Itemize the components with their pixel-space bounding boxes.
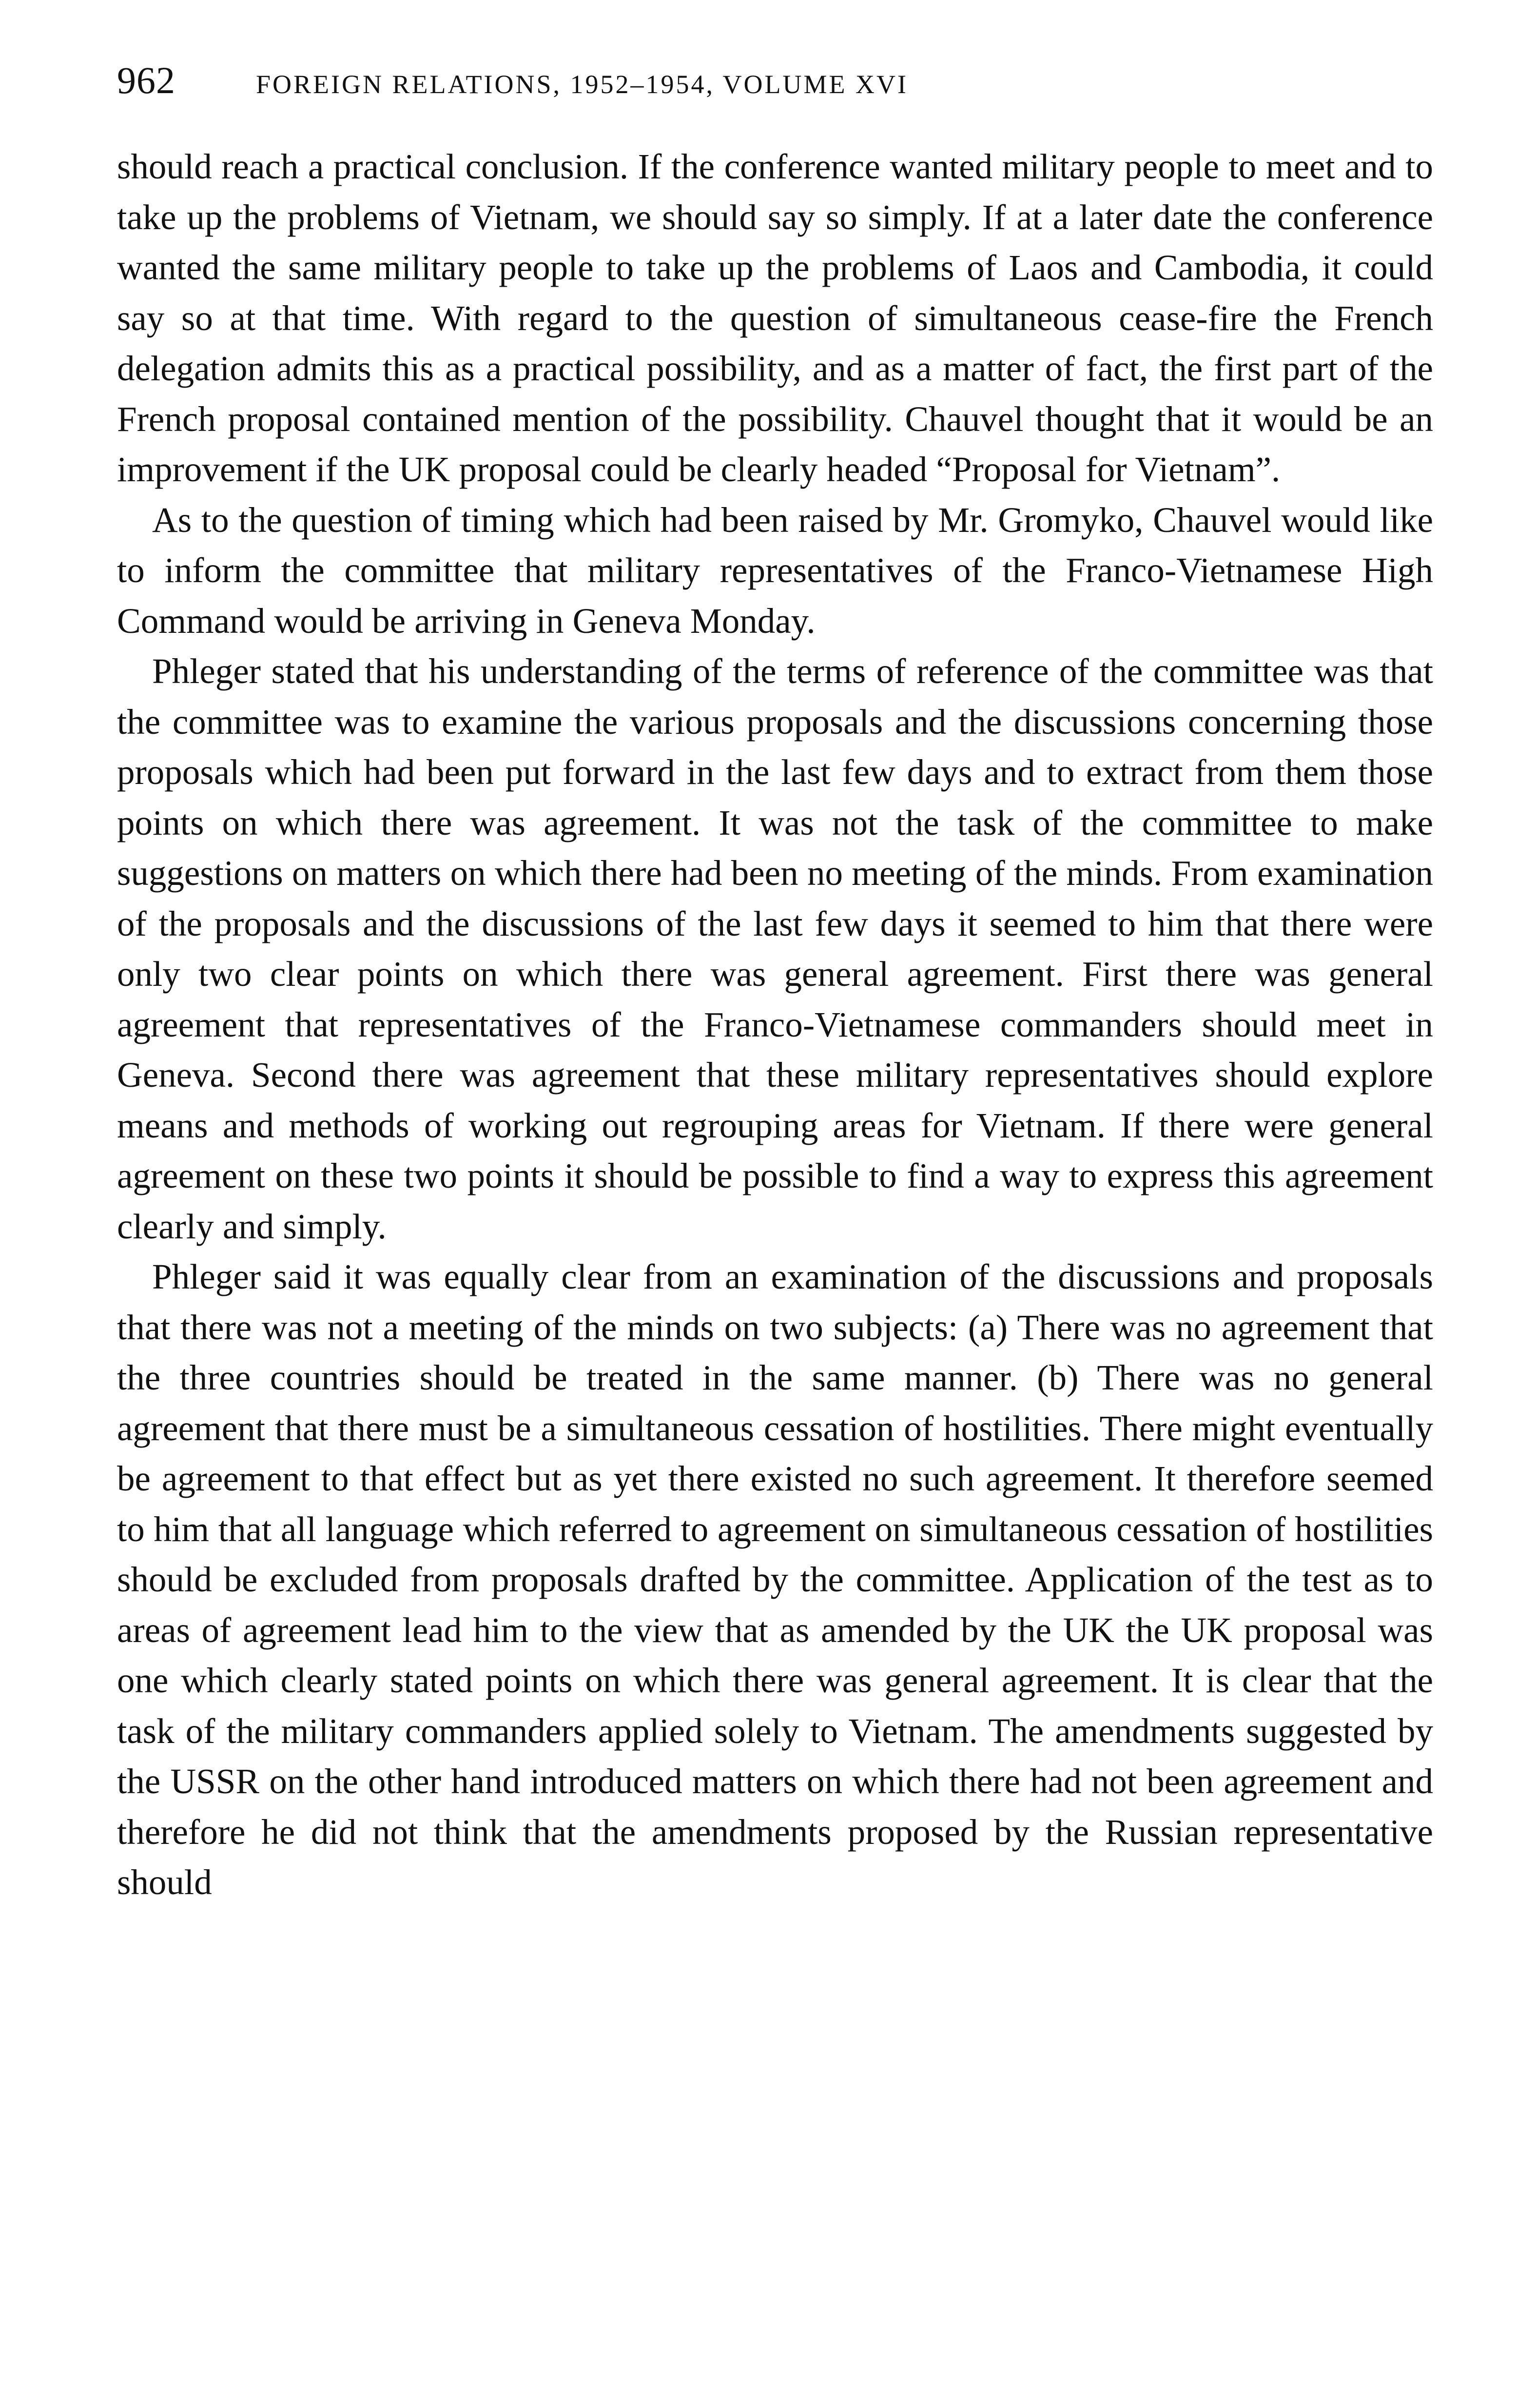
- page-number: 962: [117, 59, 175, 101]
- document-page: [117, 59, 1433, 1908]
- running-title: FOREIGN RELATIONS, 1952–1954, VOLUME XVI: [256, 70, 908, 99]
- paragraph-phleger-disagreement: Phleger said it was equally clear from an examination of the discussions and proposals that there was not a meeting of the minds on two subjects: (a) There was no agreement that the three countries should be treated in the same manner. (b) There was no general agreement that there must be a simultaneous cessation of hostilities. There might eventually be agreement to that effect but as yet there existed no such agreement. It therefore seemed to him that all language which referred to agreement on simultaneous cessation of hostilities should be excluded from proposals drafted by the committee. Application of the test as to areas of agreement lead him to the view that as amended by the UK the UK proposal was one which clearly stated points on which there was general agreement. It is clear that the task of the military commanders applied solely to Vietnam. The amendments suggested by the USSR on the other hand introduced matters on which there had not been agreement and therefore he did not think that the amendments proposed by the Russian representative should: [117, 1257, 1433, 1902]
- running-header: [117, 59, 1433, 122]
- paragraph-chauvel-timing: As to the question of timing which had been raised by Mr. Gromyko, Chauvel would like to inform the committee that military representatives of the Franco-Vietnamese High Command would be arriving in Geneva Monday.: [117, 500, 1433, 641]
- paragraph-continuation: should reach a practical conclusion. If the conference wanted military people to meet and to take up the problems of Vietnam, we should say so simply. If at a later date the conference wanted the same military people to take up the problems of Laos and Cambodia, it could say so at that time. With regard to the question of simultaneous cease-fire the French delegation admits this as a practical possibility, and as a matter of fact, the first part of the French proposal contained mention of the possibility. Chauvel thought that it would be an improvement if the UK proposal could be clearly headed “Proposal for Vietnam”.: [117, 147, 1433, 489]
- paragraph-phleger-terms: Phleger stated that his understanding of the terms of reference of the committee was that the committee was to examine the various proposals and the discussions concerning those proposals which had been put forward in the last few days and to extract from them those points on which there was agreement. It was not the task of the committee to make suggestions on matters on which there had been no meeting of the minds. From examination of the proposals and the discussions of the last few days it seemed to him that there were only two clear points on which there was general agreement. First there was general agreement that representatives of the Franco-Vietnamese commanders should meet in Geneva. Second there was agreement that these military representatives should explore means and methods of working out regrouping areas for Vietnam. If there were general agreement on these two points it should be possible to find a way to express this agreement clearly and simply.: [117, 651, 1433, 1246]
- body-text: [117, 141, 1433, 1908]
